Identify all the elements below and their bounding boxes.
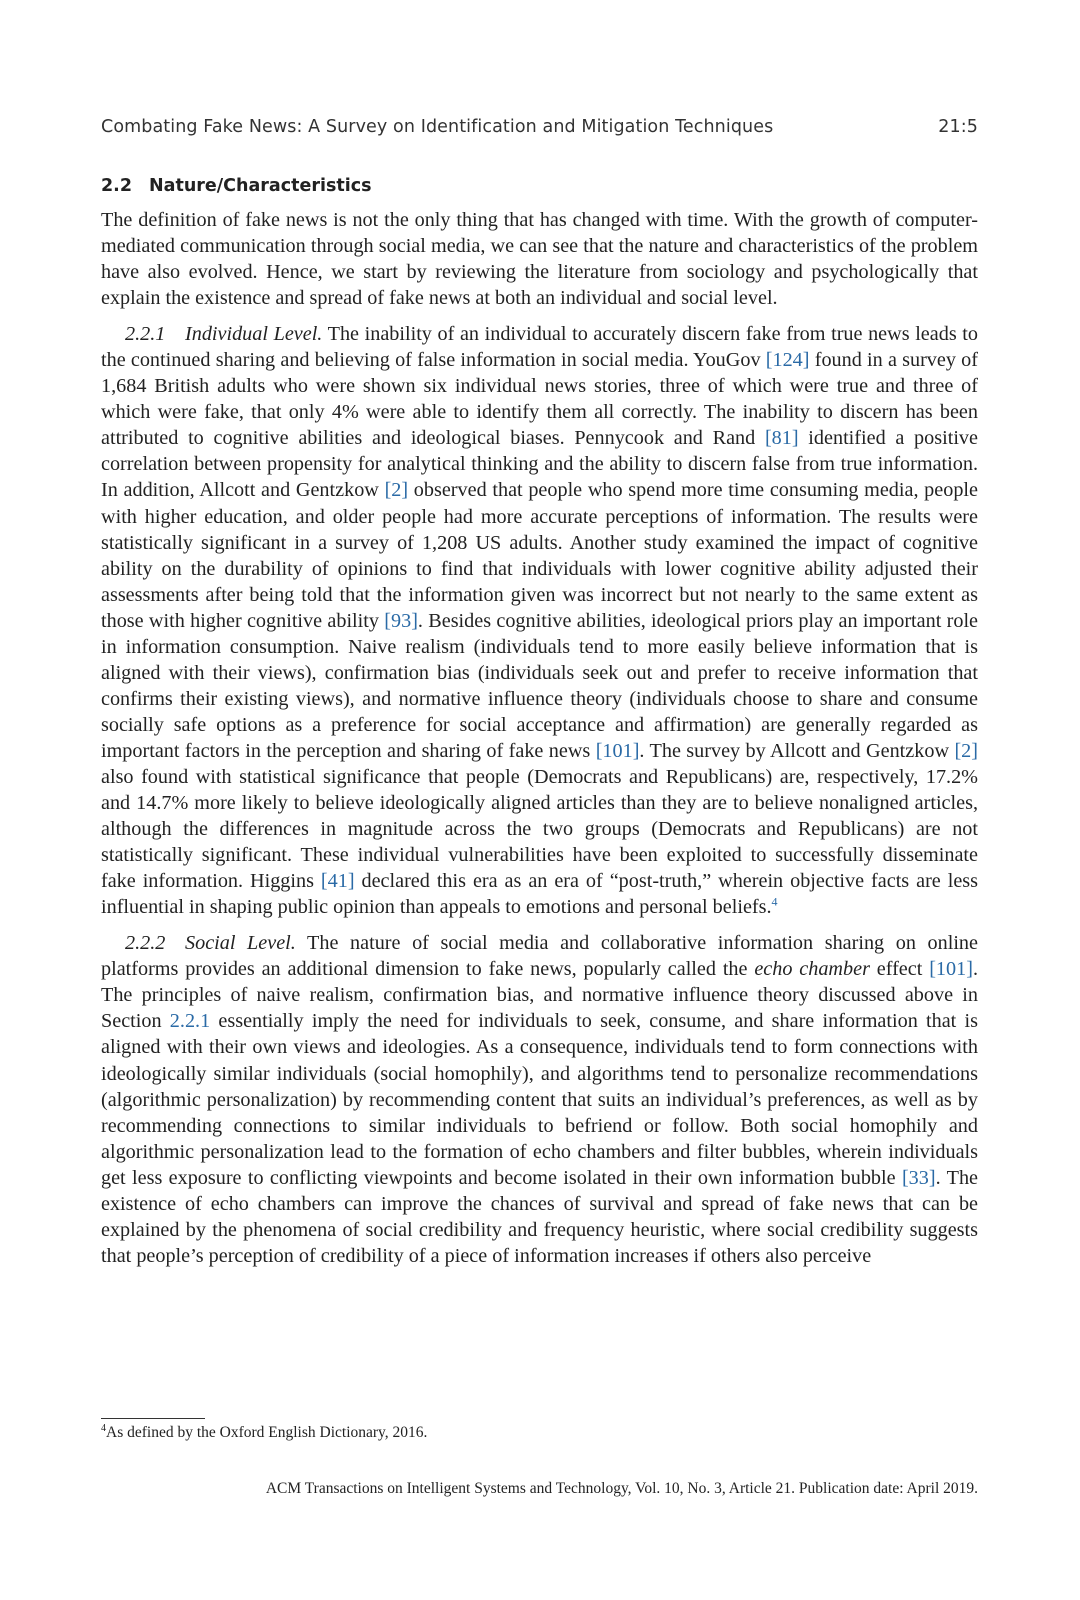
text-run: . Besides cognitive abilities, ideological priors play an important role in information consumption. Naive realism (individuals tend to more easily believe information that is aligned with their views), confirmation bias (individuals seek out and prefer to receive information that confirms their existing views), and normative influence theory (individuals choose to share and consume socially safe options as a preference for social acceptance and affirmation) are generally regarded as important factors in the perception and sharing of fake news xyxy=(101,609,979,762)
text-run: essentially imply the need for individuals to seek, consume, and share information that is aligned with their own views and ideologies. As a consequence, individuals tend to form connections with ideologically similar individuals (social homophily), and algorithms tend to personalize recommendations (algorithmic personalization) by recommending content that suits an individual’s preferences, as well as by recommending connections to similar individuals to befriend or follow. Both social homophily and algorithmic personalization lead to the formation of echo chambers and filter bubbles, wherein individuals get less exposure to conflicting viewpoints and become isolated in their own information bubble xyxy=(101,1010,978,1189)
intro-paragraph: The definition of fake news is not the only thing that has changed with time. With the growth of computer-mediated communication through social media, we can see that the nature and characteristics of the problem have also evolved. Hence, we start by reviewing the literature from sociology and psychologically that explain the existence and spread of fake news at both an individual and social level. xyxy=(101,209,978,310)
citation-link[interactable]: [81] xyxy=(764,427,799,450)
section-heading xyxy=(101,176,372,196)
footnote-ref-link[interactable]: 4 xyxy=(771,894,778,909)
text-run: The nature of social media and collaborative information sharing on online platforms provides an additional dimension to fake news, popularly called the xyxy=(101,932,978,981)
citation-link[interactable]: [101] xyxy=(595,739,640,762)
text-run: observed that people who spend more time consuming media, people with higher education, and older people had more accurate perceptions of information. The results were statistically significant in a survey of 1,208 US adults. Another study examined the impact of cognitive ability on the durability of opinions to find that individuals with lower cognitive ability adjusted their assessments after being told that the information given was incorrect but not nearly to the same extent as those with higher cognitive ability xyxy=(101,479,978,632)
text-run: . The survey by Allcott and Gentzkow xyxy=(639,739,955,762)
citation-link[interactable]: [33] xyxy=(901,1166,936,1189)
text-run: The inability of an individual to accurately discern fake from true news leads to the continued sharing and believing of false information in social media. YouGov xyxy=(101,323,978,372)
citation-link[interactable]: [41] xyxy=(320,870,355,893)
subsection-title: Social Level. xyxy=(185,932,296,955)
footnote xyxy=(101,1424,427,1442)
subsection-title: Individual Level. xyxy=(185,323,323,346)
paragraph-body xyxy=(101,932,978,1267)
page-number: 21:5 xyxy=(938,117,978,137)
emphasized-term: echo chamber xyxy=(754,958,870,981)
paragraph-social-level xyxy=(101,930,978,1269)
subsection-number: 2.2.1 xyxy=(125,323,166,346)
citation-link[interactable]: [101] xyxy=(929,958,973,981)
running-head xyxy=(101,117,978,143)
text-run: identified a positive correlation between propensity for analytical thinking and the ability to discern false from true information. In addition, Allcott and Gentzkow xyxy=(101,427,978,502)
text-run: also found with statistical significance that people (Democrats and Republicans) are, respectively, 17.2% and 14.7% more likely to believe ideologically aligned articles than they are to believe nonaligned articles, although the differences in magnitude across the two groups (Democrats and Republicans) are not statistically significant. These individual vulnerabilities have been exploited to successfully disseminate fake information. Higgins xyxy=(101,765,978,893)
paragraph-body xyxy=(101,323,978,918)
text-run: . The principles of naive realism, confirmation bias, and normative influence theory discussed above in Section xyxy=(101,958,978,1033)
section-title: Nature/Characteristics xyxy=(149,176,372,196)
body-text xyxy=(101,207,978,1269)
citation-link[interactable]: 2.2.1 xyxy=(169,1010,211,1033)
text-run: found in a survey of 1,684 British adults who were shown six individual news stories, three of which were true and three of which were fake, that only 4% were able to identify them all correctly. The inability to discern has been attributed to cognitive abilities and ideological biases. Pennycook and Rand xyxy=(101,349,978,450)
subsection-number: 2.2.2 xyxy=(125,932,166,955)
journal-footer: ACM Transactions on Intelligent Systems and Technology, Vol. 10, No. 3, Article 21. Publication date: April 2019. xyxy=(265,1480,978,1497)
citation-link[interactable]: [124] xyxy=(765,349,810,372)
paragraph-individual-level xyxy=(101,321,978,920)
text-run: declared this era as an era of “post-truth,” wherein objective facts are less influential in shaping public opinion than appeals to emotions and personal beliefs. xyxy=(101,870,978,919)
running-head-title: Combating Fake News: A Survey on Identification and Mitigation Techniques xyxy=(101,117,774,137)
footnote-rule xyxy=(101,1418,205,1419)
citation-link[interactable]: [2] xyxy=(954,739,978,762)
footnote-marker: 4 xyxy=(101,1422,106,1434)
citation-link[interactable]: [93] xyxy=(384,609,418,632)
text-run: . The existence of echo chambers can improve the chances of survival and spread of fake news that can be explained by the phenomena of social credibility and frequency heuristic, where social credibility suggests that people’s perception of credibility of a piece of information increases if others also perceive xyxy=(101,1166,978,1267)
footnote-text: As defined by the Oxford English Dictionary, 2016. xyxy=(106,1424,428,1441)
text-run: effect xyxy=(869,958,930,981)
section-number: 2.2 xyxy=(101,176,133,196)
citation-link[interactable]: [2] xyxy=(384,479,409,502)
